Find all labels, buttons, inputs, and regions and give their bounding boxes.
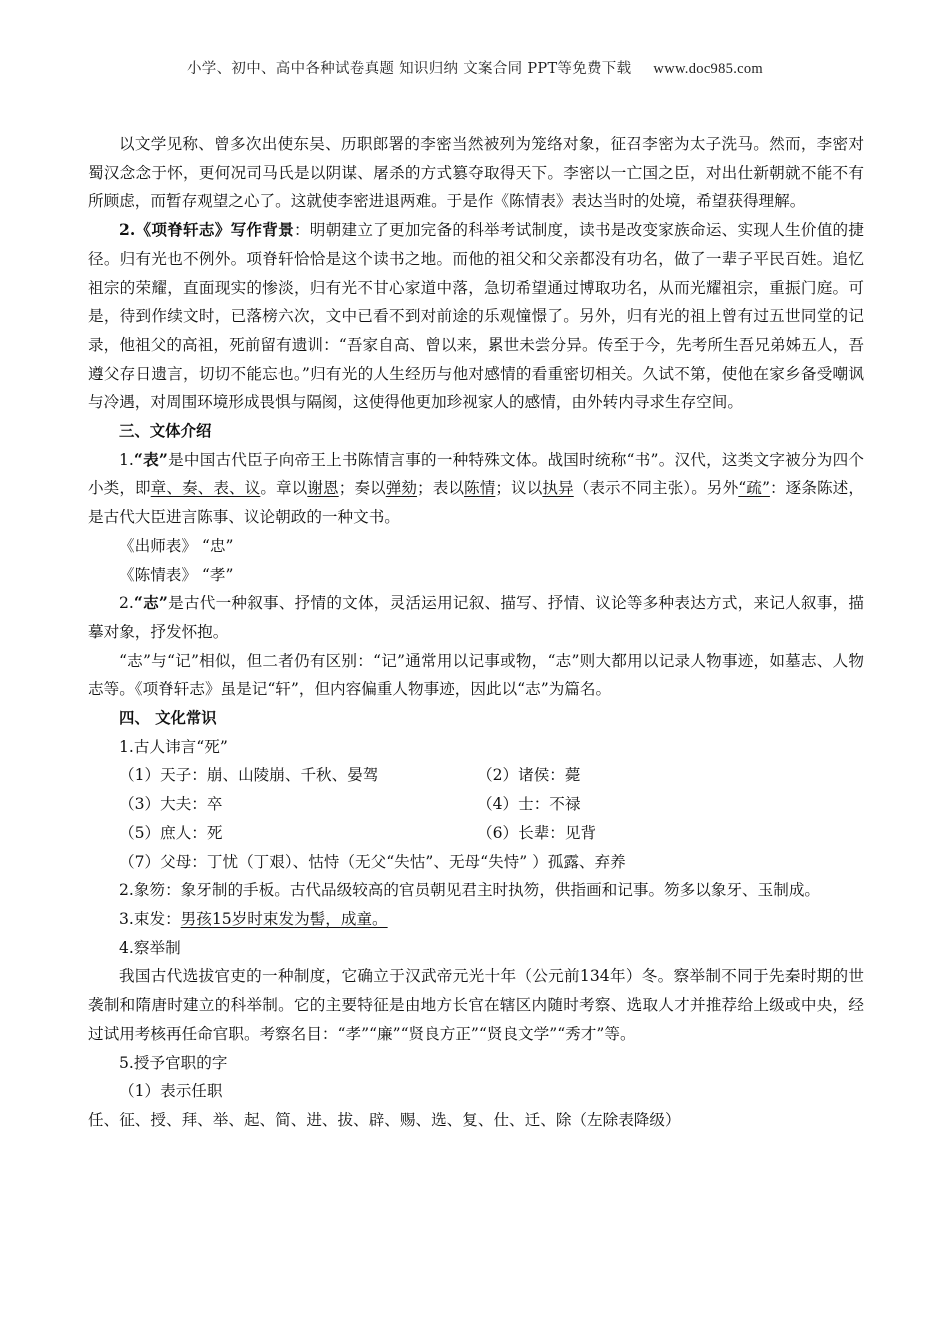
death-item: （3）大夫：卒 bbox=[119, 795, 223, 814]
text-run: 是古代一种叙事、抒情的文体，灵活运用记叙、描写、抒情、议论等多种表达方式，来记人叙事，描摹对象，抒发怀抱。 bbox=[88, 594, 864, 641]
example-chenqingbiao: 《陈情表》 “孝” bbox=[119, 565, 234, 584]
paragraph-cha-ju: 我国古代选拔官吏的一种制度，它确立于汉武帝元光十年（公元前134年）冬。察举制不同于先秦时期的世袭制和隋唐时建立的科举制。它的主要特征是由地方长官在辖区内随时考察、选取人才并推荐给上级或中央，经过试用考核再任命官职。考察名目：“孝”“廉”“贤良方正”“贤良文学”“秀才”等。 bbox=[88, 967, 864, 1043]
paragraph-zhi bbox=[88, 589, 864, 646]
example-chushibiao: 《出师表》 “忠” bbox=[119, 536, 234, 555]
item-number: 2. bbox=[119, 594, 134, 613]
underlined-shu-fa: 男孩15岁时束发为髻，成童。 bbox=[180, 909, 388, 928]
paragraph-xiangjixuan-background bbox=[88, 216, 864, 417]
paragraph-text: ：明朝建立了更加完备的科举考试制度，读书是改变家族命运、实现人生价值的捷径。归有光也不例外。项脊轩恰恰是这个读书之地。而他的祖父和父亲都没有功名，做了一辈子平民百姓。追忆祖宗的荣耀，直面现实的惨淡，归有光不甘心家道中落，急切希望通过博取功名，从而光耀祖宗，重振门庭。可是，待到作续文时，已落榜六次，文中已看不到对前途的乐观憧憬了。另外，归有光的祖上曾有过五世同堂的记录，他祖父的高祖，死前留有遗训：“吾家自高、曾以来，累世未尝分异。传至于今，先考所生吾兄弟姊五人，吾遵父存日遗言，切切不能忘也。”归有光的人生经历与他对感情的看重密切相关。久试不第，使他在家乡备受嘲讽与冷遇，对周围环境形成畏惧与隔阂，这使得他更加珍视家人的感情，由外转内寻求生存空间。 bbox=[88, 221, 864, 412]
text-run: ；议以 bbox=[495, 479, 543, 498]
death-row bbox=[88, 761, 864, 790]
cha-ju-title: 4.察举制 bbox=[119, 938, 181, 957]
death-item: （2）诸侯：薨 bbox=[477, 766, 581, 785]
death-euphemism-title: 1.古人讳言“死” bbox=[119, 737, 228, 756]
term-shu: “疏” bbox=[738, 479, 770, 498]
underlined-tan-he: 弹劾 bbox=[385, 479, 418, 498]
page-header bbox=[0, 57, 950, 78]
death-row bbox=[88, 819, 864, 848]
death-item: （5）庶人：死 bbox=[119, 823, 223, 842]
section-heading-culture: 四、 文化常识 bbox=[119, 709, 217, 728]
text-run: ；表以 bbox=[417, 479, 465, 498]
underlined-zhi-yi: 执异 bbox=[542, 479, 574, 498]
death-item: （4）士：不禄 bbox=[477, 795, 581, 814]
document-body bbox=[88, 130, 864, 1135]
paragraph-biao bbox=[88, 446, 864, 532]
underlined-xie-en: 谢恩 bbox=[307, 479, 339, 498]
official-post-subtitle: （1）表示任职 bbox=[119, 1082, 223, 1101]
item-number: 1. bbox=[119, 450, 134, 469]
official-post-words: 任、征、授、拜、举、起、简、进、拔、辟、赐、选、复、仕、迁、除（左除表降级） bbox=[88, 1110, 681, 1129]
term-biao: “表” bbox=[133, 449, 168, 469]
paragraph-zhi-vs-ji: “志”与“记”相似，但二者仍有区别：“记”通常用以记事或物，“志”则大都用以记录人物事迹，如墓志、人物志等。《项脊轩志》虽是记“轩”，但内容偏重人物事迹，因此以“志”为篇名。 bbox=[88, 651, 864, 699]
paragraph-shu-fa bbox=[88, 905, 864, 934]
underlined-chen-qing: 陈情 bbox=[464, 479, 496, 498]
header-url[interactable]: www.doc985.com bbox=[653, 61, 763, 77]
text-run: 。章以 bbox=[260, 479, 308, 498]
death-item: （6）长辈：见背 bbox=[477, 823, 597, 842]
text-run: ；奏以 bbox=[338, 479, 386, 498]
text-run: 是中国古代臣子向帝王上书陈情言事的一种特殊文体。战国时统称“书”。汉代，这类文字被分为四个小类，即 bbox=[88, 450, 864, 498]
paragraph-label: 2.《项脊轩志》写作背景 bbox=[119, 220, 294, 240]
term-label: 3.束发： bbox=[119, 909, 181, 928]
section-heading-genre: 三、文体介绍 bbox=[119, 422, 212, 441]
text-run: （表示不同主张）。另外 bbox=[573, 479, 739, 498]
death-item-parents: （7）父母：丁忧（丁艰）、怙恃（无父“失怙”、无母“失恃” ）孤露、弃养 bbox=[119, 852, 626, 871]
death-row bbox=[88, 790, 864, 819]
underlined-four-types: 章、奏、表、议 bbox=[150, 479, 261, 498]
death-item: （1）天子：崩、山陵崩、千秋、晏驾 bbox=[119, 766, 379, 785]
paragraph-li-mi: 以文学见称、曾多次出使东吴、历职郎署的李密当然被列为笼络对象，征召李密为太子洗马。然而，李密对蜀汉念念于怀，更何况司马氏是以阴谋、屠杀的方式篡夺取得天下。李密以一亡国之臣，对出仕新朝就不能不有所顾虑，而暂存观望之心了。这就使李密进退两难。于是作《陈情表》表达当时的处境，希望获得理解。 bbox=[88, 135, 864, 211]
paragraph-xiang-hu: 2.象笏：象牙制的手板。古代品级较高的官员朝见君主时执笏，供指画和记事。笏多以象牙、玉制成。 bbox=[119, 881, 821, 900]
header-text: 小学、初中、高中各种试卷真题 知识归纳 文案合同 PPT等免费下载 bbox=[187, 61, 632, 77]
term-zhi: “志” bbox=[133, 593, 168, 613]
text-run: ：逐条陈述，是古代大臣进言陈事、议论朝政的一种文书。 bbox=[88, 479, 864, 527]
official-post-title: 5.授予官职的字 bbox=[119, 1053, 228, 1072]
